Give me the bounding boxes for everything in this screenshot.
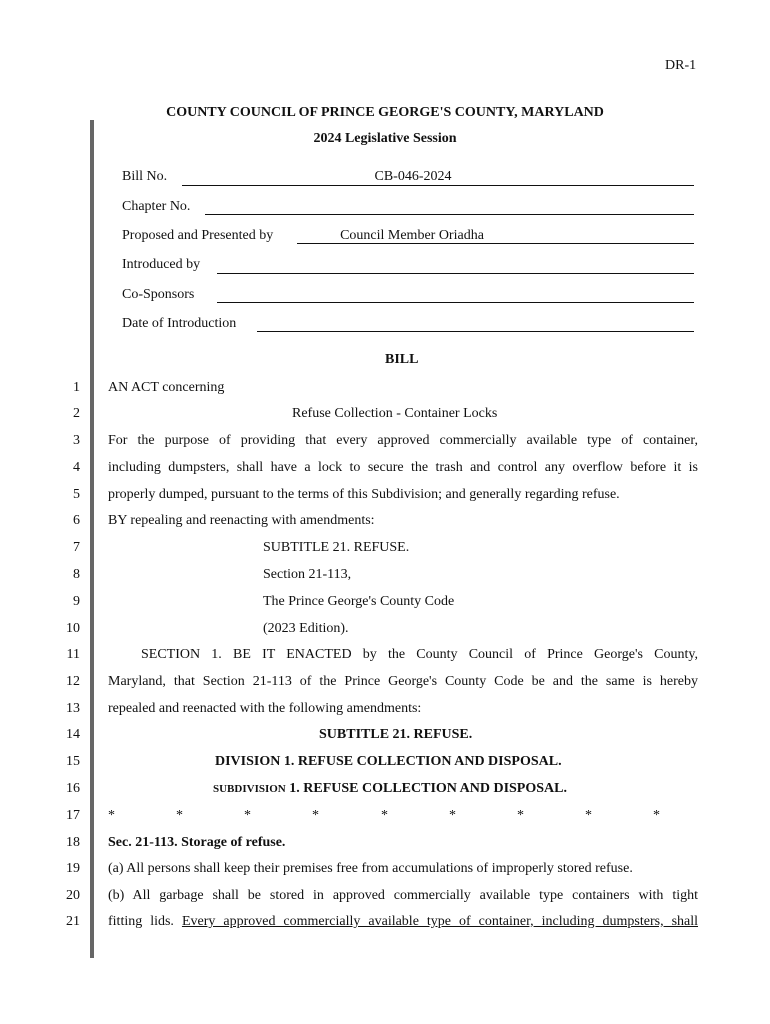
line-number: 20 <box>66 888 80 903</box>
document-id: DR-1 <box>665 58 697 73</box>
omission-star: * <box>176 808 183 823</box>
line-number: 17 <box>66 808 80 823</box>
line-number: 4 <box>73 460 80 475</box>
subsection-b-amendment: Every approved commercially available type of container, including dumpsters, shall <box>181 914 699 929</box>
introduced-line <box>217 273 694 274</box>
omission-star: * <box>312 808 319 823</box>
enactment-line-1: SECTION 1. BE IT ENACTED by the County Council of Prince George's County, <box>141 647 698 662</box>
line-number: 11 <box>66 647 80 662</box>
subsection-b-line-2 <box>108 914 698 930</box>
omission-star: * <box>585 808 592 823</box>
line-number: 12 <box>66 674 80 689</box>
edition-reference: (2023 Edition). <box>263 621 349 636</box>
line-number: 9 <box>73 594 80 609</box>
subsection-b-line-1: (b) All garbage shall be stored in approved commercially available type containers with tight <box>108 888 698 903</box>
omission-star: * <box>517 808 524 823</box>
section-heading: Sec. 21-113. Storage of refuse. <box>108 835 286 850</box>
omission-star: * <box>653 808 660 823</box>
proposed-value: Council Member Oriadha <box>340 228 484 243</box>
line-number: 8 <box>73 567 80 582</box>
code-reference: The Prince George's County Code <box>263 594 455 609</box>
omission-star: * <box>108 808 115 823</box>
line-number: 10 <box>66 621 80 636</box>
cosponsors-label: Co-Sponsors <box>122 287 195 302</box>
subdivision-title: 1. REFUSE COLLECTION AND DISPOSAL. <box>289 781 567 796</box>
line-number: 5 <box>73 487 80 502</box>
date-label: Date of Introduction <box>122 316 237 331</box>
purpose-line-2: including dumpsters, shall have a lock to secure the trash and control any overflow before it is <box>108 460 698 475</box>
chapter-no-label: Chapter No. <box>122 199 191 214</box>
subsection-a: (a) All persons shall keep their premises free from accumulations of improperly stored refuse. <box>108 861 633 876</box>
line-number: 3 <box>73 433 80 448</box>
subtitle-heading: SUBTITLE 21. REFUSE. <box>319 727 473 742</box>
bill-heading: BILL <box>385 352 419 367</box>
purpose-line-1: For the purpose of providing that every approved commercially available type of container, <box>108 433 698 448</box>
margin-bar <box>90 120 94 958</box>
cosponsors-line <box>217 302 694 303</box>
council-title: COUNTY COUNCIL OF PRINCE GEORGE'S COUNTY, MARYLAND <box>166 105 604 120</box>
line-number: 1 <box>73 380 80 395</box>
bill-no-label: Bill No. <box>122 169 168 184</box>
enactment-line-3: repealed and reenacted with the following amendments: <box>108 701 422 716</box>
line-number: 15 <box>66 754 80 769</box>
omission-star: * <box>381 808 388 823</box>
proposed-label: Proposed and Presented by <box>122 228 274 243</box>
repeal-statement: BY repealing and reenacting with amendments: <box>108 513 375 528</box>
line-number: 19 <box>66 861 80 876</box>
section-reference: Section 21-113, <box>263 567 352 582</box>
purpose-line-3: properly dumped, pursuant to the terms of this Subdivision; and generally regarding refuse. <box>108 487 620 502</box>
subdivision-prefix: SUBDIVISION <box>213 783 286 795</box>
enactment-line-2: Maryland, that Section 21-113 of the Prince George's County Code be and the same is hereby <box>108 674 698 689</box>
line-number: 7 <box>73 540 80 555</box>
bill-no-value: CB-046-2024 <box>374 169 452 184</box>
chapter-no-line <box>205 214 694 215</box>
session-title: 2024 Legislative Session <box>313 131 457 146</box>
line-number: 21 <box>66 914 80 929</box>
omission-star: * <box>244 808 251 823</box>
date-line <box>257 331 694 332</box>
bill-subject: Refuse Collection - Container Locks <box>292 406 498 421</box>
line-number: 2 <box>73 406 80 421</box>
introduced-label: Introduced by <box>122 257 201 272</box>
omission-star: * <box>449 808 456 823</box>
line-number: 16 <box>66 781 80 796</box>
line-number: 14 <box>66 727 80 742</box>
line-number: 6 <box>73 513 80 528</box>
division-heading: DIVISION 1. REFUSE COLLECTION AND DISPOSAL. <box>215 754 562 769</box>
bill-no-line <box>182 185 694 186</box>
line-number: 13 <box>66 701 80 716</box>
line-number: 18 <box>66 835 80 850</box>
subdivision-heading <box>213 781 567 797</box>
act-concerning: AN ACT concerning <box>108 380 225 395</box>
subtitle-reference: SUBTITLE 21. REFUSE. <box>263 540 410 555</box>
subsection-b-plain: fitting lids. <box>108 914 182 929</box>
